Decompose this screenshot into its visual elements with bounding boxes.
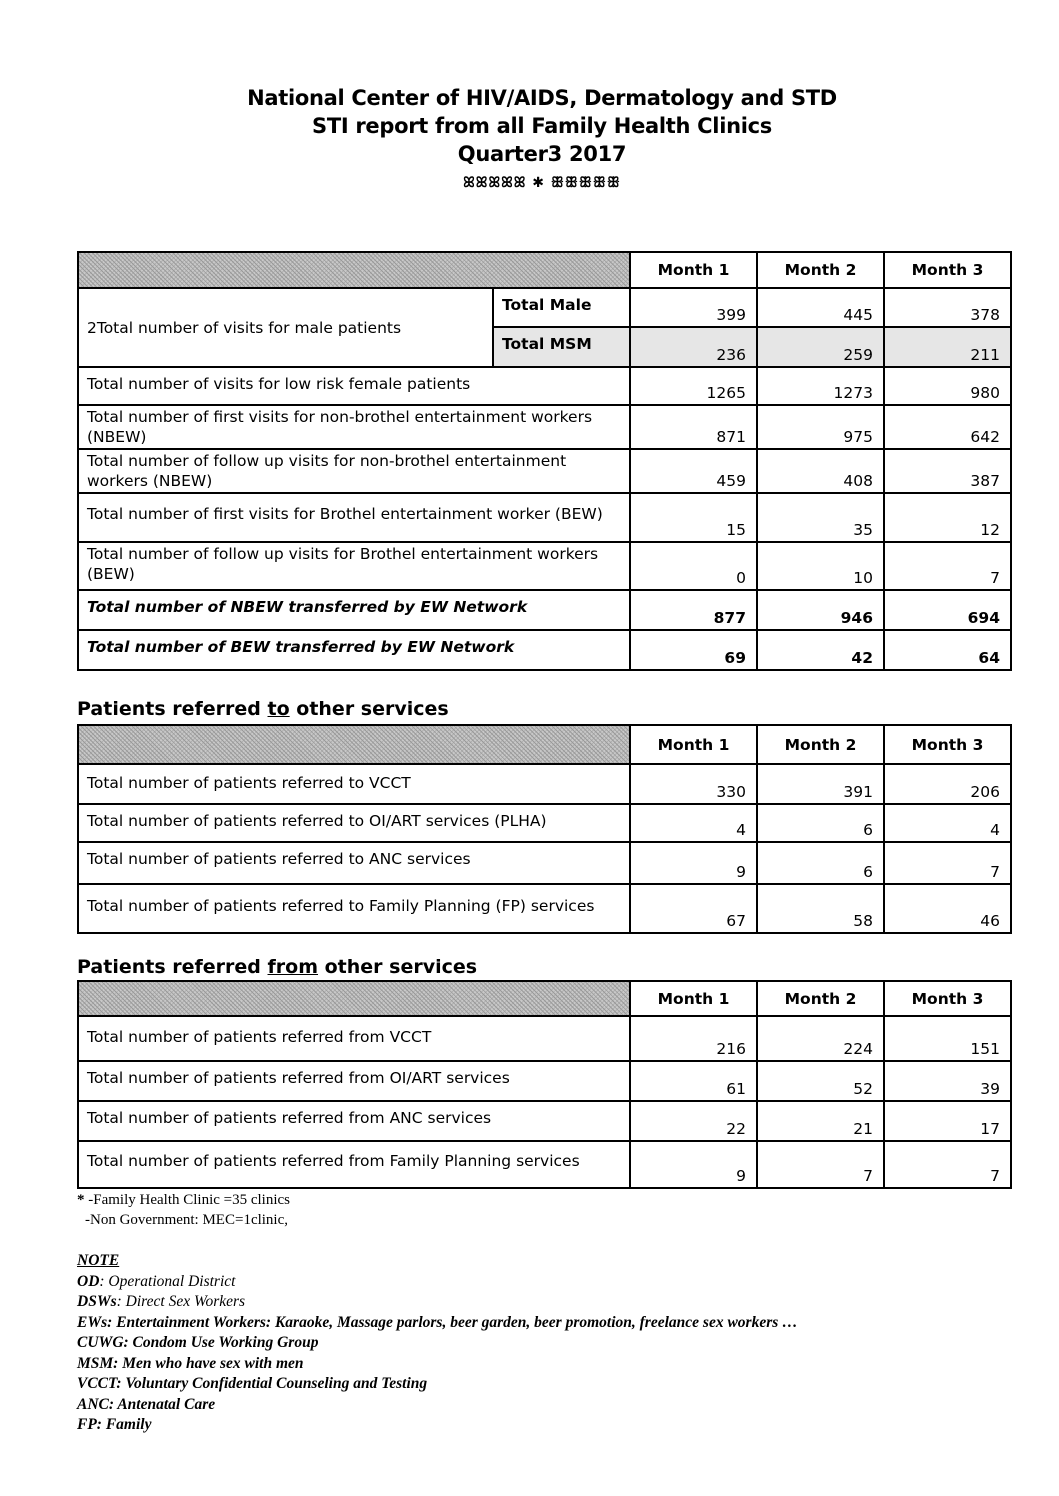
note-item: ANC: Antenatal Care [77, 1395, 216, 1413]
footnote-line-1: * -Family Health Clinic =35 clinics [77, 1192, 291, 1208]
table-row [78, 764, 1011, 804]
cell-value: 211 [884, 327, 1011, 367]
column-header: Month 2 [757, 981, 884, 1016]
column-header: Month 1 [630, 725, 757, 764]
note-item: VCCT: Voluntary Confidential Counseling and Testing [77, 1375, 428, 1392]
row-label: Total number of follow up visits for Brothel entertainment workers (BEW) [78, 542, 630, 590]
cell-value: 22 [630, 1101, 757, 1141]
cell-value: 69 [630, 630, 757, 670]
referred-to-table [77, 724, 1012, 934]
column-header: Month 1 [630, 252, 757, 288]
column-header: Month 2 [757, 725, 884, 764]
cell-value: 259 [757, 327, 884, 367]
cell-value: 9 [630, 842, 757, 884]
column-header: Month 3 [884, 252, 1011, 288]
cell-value: 1265 [630, 367, 757, 405]
row-label: Total number of patients referred to OI/ART services (PLHA) [78, 804, 630, 842]
table-row [78, 405, 1011, 449]
cell-value: 21 [757, 1101, 884, 1141]
table-row [78, 288, 1011, 327]
table-row [78, 449, 1011, 493]
note-item: OD: Operational District [77, 1272, 236, 1290]
cell-value: 330 [630, 764, 757, 804]
row-label: Total number of first visits for non-brothel entertainment workers (NBEW) [78, 405, 630, 449]
cell-value: 694 [884, 590, 1011, 630]
table-row [78, 1141, 1011, 1188]
footnote [77, 1190, 290, 1230]
row-label: Total number of patients referred to Family Planning (FP) services [78, 884, 630, 933]
cell-value: 387 [884, 449, 1011, 493]
cell-value: 399 [630, 288, 757, 327]
cell-value: 4 [630, 804, 757, 842]
header-blank-cell [78, 981, 630, 1016]
table-row-total [78, 590, 1011, 630]
table-row [78, 542, 1011, 590]
cell-value: 224 [757, 1016, 884, 1061]
header-blank-cell [78, 252, 630, 288]
cell-value: 980 [884, 367, 1011, 405]
note-item: FP: Family [77, 1416, 152, 1433]
cell-value: 1273 [757, 367, 884, 405]
row-label: Total number of patients referred from OI/ART services [78, 1061, 630, 1101]
row-label: Total number of NBEW transferred by EW Network [78, 590, 630, 630]
cell-value: 46 [884, 884, 1011, 933]
sub-label-total-male: Total Male [493, 288, 630, 327]
section-title-referred-to: Patients referred to other services [77, 698, 449, 720]
cell-value: 58 [757, 884, 884, 933]
cell-value: 206 [884, 764, 1011, 804]
footnote-line-2: -Non Government: MEC=1clinic, [85, 1212, 289, 1228]
row-label: Total number of patients referred from ANC services [78, 1101, 630, 1141]
row-label: Total number of patients referred to VCCT [78, 764, 630, 804]
row-label: Total number of patients referred to ANC services [78, 842, 630, 884]
table-row [78, 1101, 1011, 1141]
cell-value: 12 [884, 493, 1011, 542]
cell-value: 10 [757, 542, 884, 590]
cell-value: 4 [884, 804, 1011, 842]
cell-value: 445 [757, 288, 884, 327]
column-header: Month 2 [757, 252, 884, 288]
cell-value: 64 [884, 630, 1011, 670]
table-row [78, 842, 1011, 884]
cell-value: 35 [757, 493, 884, 542]
row-label: 2Total number of visits for male patients [78, 288, 493, 367]
notes-section [77, 1251, 798, 1436]
cell-value: 39 [884, 1061, 1011, 1101]
header-blank-cell [78, 725, 630, 764]
row-label: Total number of follow up visits for non-brothel entertainment workers (NBEW) [78, 449, 630, 493]
cell-value: 642 [884, 405, 1011, 449]
table-row [78, 1016, 1011, 1061]
table-header-row [78, 725, 1011, 764]
cell-value: 0 [630, 542, 757, 590]
row-label: Total number of first visits for Brothel entertainment worker (BEW) [78, 493, 630, 542]
notes-heading: NOTE [77, 1252, 120, 1269]
cell-value: 877 [630, 590, 757, 630]
cell-value: 52 [757, 1061, 884, 1101]
note-item: EWs: Entertainment Workers: Karaoke, Massage parlors, beer garden, beer promotion, freelance sex workers … [77, 1313, 798, 1331]
cell-value: 7 [757, 1141, 884, 1188]
cell-value: 236 [630, 327, 757, 367]
cell-value: 9 [630, 1141, 757, 1188]
cell-value: 7 [884, 842, 1011, 884]
note-item: DSWs: Direct Sex Workers [77, 1293, 246, 1310]
cell-value: 7 [884, 1141, 1011, 1188]
row-label: Total number of BEW transferred by EW Network [78, 630, 630, 670]
note-item: CUWG: Condom Use Working Group [77, 1334, 319, 1351]
cell-value: 17 [884, 1101, 1011, 1141]
cell-value: 42 [757, 630, 884, 670]
referred-from-table [77, 980, 1012, 1189]
cell-value: 378 [884, 288, 1011, 327]
report-title: STI report from all Family Health Clinics [312, 114, 772, 138]
row-label: Total number of visits for low risk female patients [78, 367, 630, 405]
cell-value: 216 [630, 1016, 757, 1061]
table-header-row [78, 981, 1011, 1016]
row-label: Total number of patients referred from Family Planning services [78, 1141, 630, 1188]
table-row [78, 493, 1011, 542]
table-row [78, 804, 1011, 842]
row-label: Total number of patients referred from VCCT [78, 1016, 630, 1061]
cell-value: 61 [630, 1061, 757, 1101]
report-period: Quarter3 2017 [457, 142, 627, 166]
cell-value: 151 [884, 1016, 1011, 1061]
cell-value: 408 [757, 449, 884, 493]
cell-value: 15 [630, 493, 757, 542]
sub-label-total-msm: Total MSM [493, 327, 630, 367]
cell-value: 975 [757, 405, 884, 449]
column-header: Month 3 [884, 981, 1011, 1016]
column-header: Month 3 [884, 725, 1011, 764]
cell-value: 946 [757, 590, 884, 630]
section-title-referred-from: Patients referred from other services [77, 956, 478, 978]
cell-value: 871 [630, 405, 757, 449]
note-item: MSM: Men who have sex with men [77, 1354, 304, 1372]
cell-value: 391 [757, 764, 884, 804]
cell-value: 7 [884, 542, 1011, 590]
table-header-row [78, 252, 1011, 288]
report-header [0, 84, 1059, 194]
cell-value: 67 [630, 884, 757, 933]
decorative-ornament: ꕤꕤꕤꕤꕤ ✱ ꕥꕥꕥꕥꕥ [463, 175, 621, 191]
cell-value: 6 [757, 842, 884, 884]
cell-value: 459 [630, 449, 757, 493]
table-row [78, 884, 1011, 933]
visits-table [77, 251, 1012, 671]
cell-value: 6 [757, 804, 884, 842]
report-title-org: National Center of HIV/AIDS, Dermatology and STD [247, 86, 837, 110]
column-header: Month 1 [630, 981, 757, 1016]
table-row [78, 367, 1011, 405]
table-row [78, 1061, 1011, 1101]
table-row-total [78, 630, 1011, 670]
